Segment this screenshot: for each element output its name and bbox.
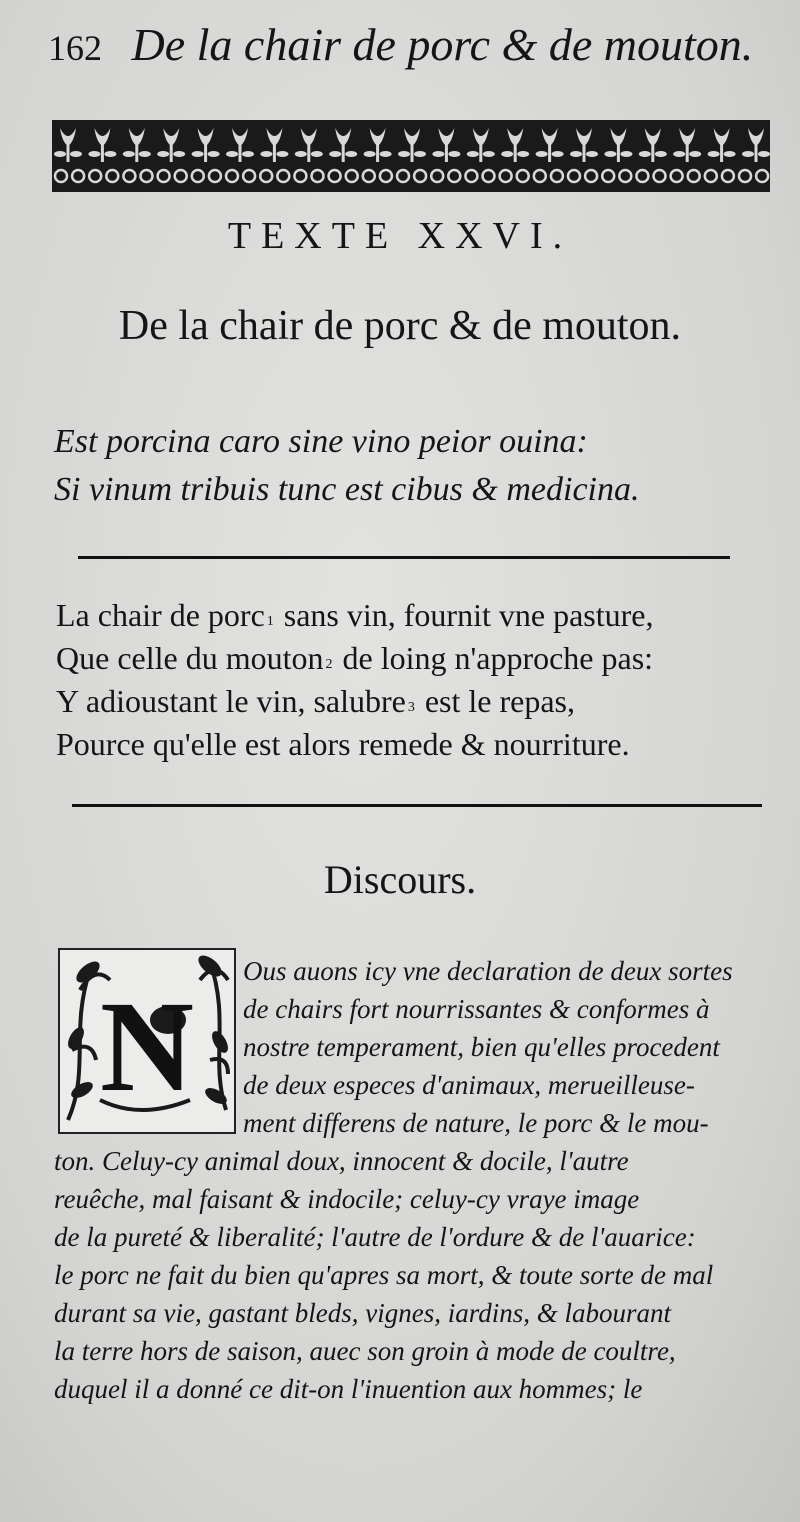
body-line: ment differens de nature, le porc & le mou- [243, 1108, 709, 1138]
body-line: le porc ne fait du bien qu'apres sa mort, & toute sorte de mal [54, 1260, 714, 1290]
floral-ornament-band [52, 120, 770, 192]
text-title: TEXTE XXVI. [227, 215, 573, 257]
body-line: ton. Celuy-cy animal doux, innocent & docile, l'autre [54, 1146, 629, 1176]
french-line: Pource qu'elle est alors remede & nourriture. [56, 726, 630, 762]
french-line: Y adioustant le vin, salubre $^3$ est le repas, [56, 683, 575, 719]
latin-verse [54, 418, 754, 514]
body-line: de deux especes d'animaux, merueilleuse- [243, 1070, 695, 1100]
svg-text:N: N [100, 975, 194, 1119]
divider-rule [78, 556, 730, 559]
body-line: de chairs fort nourrissantes & conformes à [243, 994, 710, 1024]
running-title: De la chair de porc & de mouton. [131, 19, 754, 70]
running-header [48, 18, 760, 78]
page-number: 162 [48, 28, 102, 68]
decorated-initial-n [58, 948, 236, 1134]
discours-heading: Discours. [323, 857, 477, 902]
french-line: Que celle du mouton $^2$ de loing n'approche pas: [56, 640, 654, 676]
body-line: de la pureté & liberalité; l'autre de l'ordure & de l'auarice: [54, 1222, 696, 1252]
footnote-marker: 2 [325, 657, 333, 672]
french-verse [56, 594, 776, 766]
footnote-marker: 1 [266, 614, 274, 629]
body-line: nostre temperament, bien qu'elles procedent [243, 1032, 720, 1062]
divider-rule [72, 804, 762, 807]
body-line: la terre hors de saison, auec son groin à mode de coultre, [54, 1336, 676, 1366]
footnote-marker: 3 [407, 700, 415, 715]
latin-line: Est porcina caro sine vino peior ouina: [54, 423, 588, 460]
body-line: Ous auons icy vne declaration de deux sortes [243, 956, 733, 986]
section-title: De la chair de porc & de mouton. [118, 303, 682, 349]
body-line: duquel il a donné ce dit-on l'inuention aux hommes; le [54, 1374, 643, 1404]
french-line: La chair de porc $^1$ sans vin, fournit vne pasture, [56, 597, 654, 633]
body-line: reuêche, mal faisant & indocile; celuy-cy vraye image [54, 1184, 640, 1214]
latin-line: Si vinum tribuis tunc est cibus & medicina. [54, 471, 640, 508]
body-line: durant sa vie, gastant bleds, vignes, iardins, & labourant [54, 1298, 671, 1328]
